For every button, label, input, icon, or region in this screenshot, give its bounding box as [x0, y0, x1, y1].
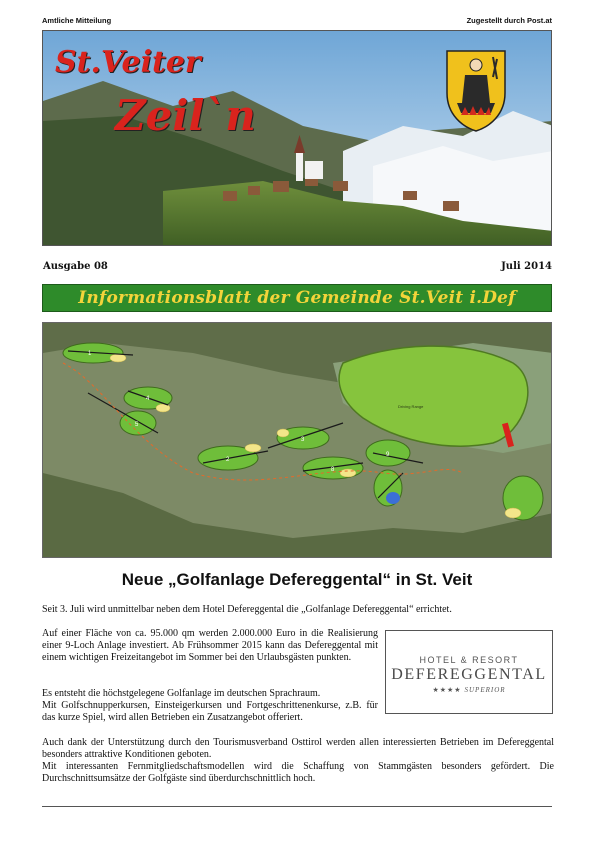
golf-course-map	[42, 322, 552, 558]
coat-of-arms-icon	[445, 49, 507, 133]
driving-range-label: Driving Range	[398, 404, 424, 409]
masthead-banner	[42, 30, 552, 246]
info-bar	[42, 284, 552, 312]
article-paragraph-investment: Auf einer Fläche von ca. 95.000 qm werden 2.000.000 Euro in die Realisierung einer 9-Loch Anlage investiert. Ab Frühsommer 2015 kann das Defereggental mit einem wichtigen Freizeitangebot im Sommer bei den Urlaubsgästen punkten.	[42, 628, 378, 663]
article-sentence-membership: Mit interessanten Fernmitgliedschaftsmodellen wird die Schaffung von Stammgästen besonders gefördert. Die Durchschnittsumsätze der Golfgäste sind überdurchschnittlich hoch.	[42, 761, 554, 784]
article-headline: Neue „Golfanlage Defereggental“ in St. Veit	[121, 570, 473, 589]
hotel-logo-rating	[386, 686, 552, 694]
postal-notice-label: Zugestellt durch Post.at	[466, 16, 552, 25]
article-paragraph-conditions	[42, 737, 554, 785]
article-paragraph-courses	[42, 688, 378, 724]
article-sentence-support: Auch dank der Unterstützung durch den Tourismusverband Osttirol werden allen interessierten Betrieben im Defereggental besonders attraktive Konditionen geboten.	[42, 737, 554, 760]
hole-label: 5	[135, 422, 139, 428]
hole-label: 2	[226, 457, 230, 463]
official-notice-label: Amtliche Mitteilung	[42, 16, 112, 25]
hole-label: 8	[331, 467, 335, 473]
hotel-stars: ★★★★	[432, 687, 462, 694]
info-bar-text: Informationsblatt der Gemeinde St.Veit i.Def	[78, 288, 516, 308]
masthead-title-line2: Zeil`n	[115, 91, 256, 140]
hotel-logo-name: DEFEREGGENTAL	[391, 666, 547, 683]
issue-date: Juli 2014	[501, 261, 552, 272]
hotel-logo-line1: HOTEL & RESORT	[419, 655, 519, 665]
golf-course-aerial-image	[43, 323, 552, 558]
hole-label: 9	[386, 452, 390, 458]
footer-divider	[42, 806, 552, 807]
issue-number: Ausgabe 08	[43, 261, 108, 272]
article-intro: Seit 3. Juli wird unmittelbar neben dem Hotel Defereggental die „Golfanlage Defereggental“ errichtet.	[42, 604, 452, 615]
hole-label: 1	[88, 351, 92, 357]
hotel-grade: SUPERIOR	[464, 686, 506, 694]
hotel-logo	[385, 630, 553, 714]
article-sentence-highest-course: Es entsteht die höchstgelegene Golfanlage im deutschen Sprachraum.	[42, 688, 321, 699]
masthead-title-line1: St.Veiter	[55, 45, 201, 80]
article-sentence-courses-offer: Mit Golfschnupperkursen, Einsteigerkursen und Fortgeschrittenenkurse, z.B. für das kurze Spiel, wird allen Betrieben ein Zusatzangebot offeriert.	[42, 700, 378, 723]
hole-label: 4	[146, 396, 150, 402]
hole-label: 3	[301, 437, 305, 443]
